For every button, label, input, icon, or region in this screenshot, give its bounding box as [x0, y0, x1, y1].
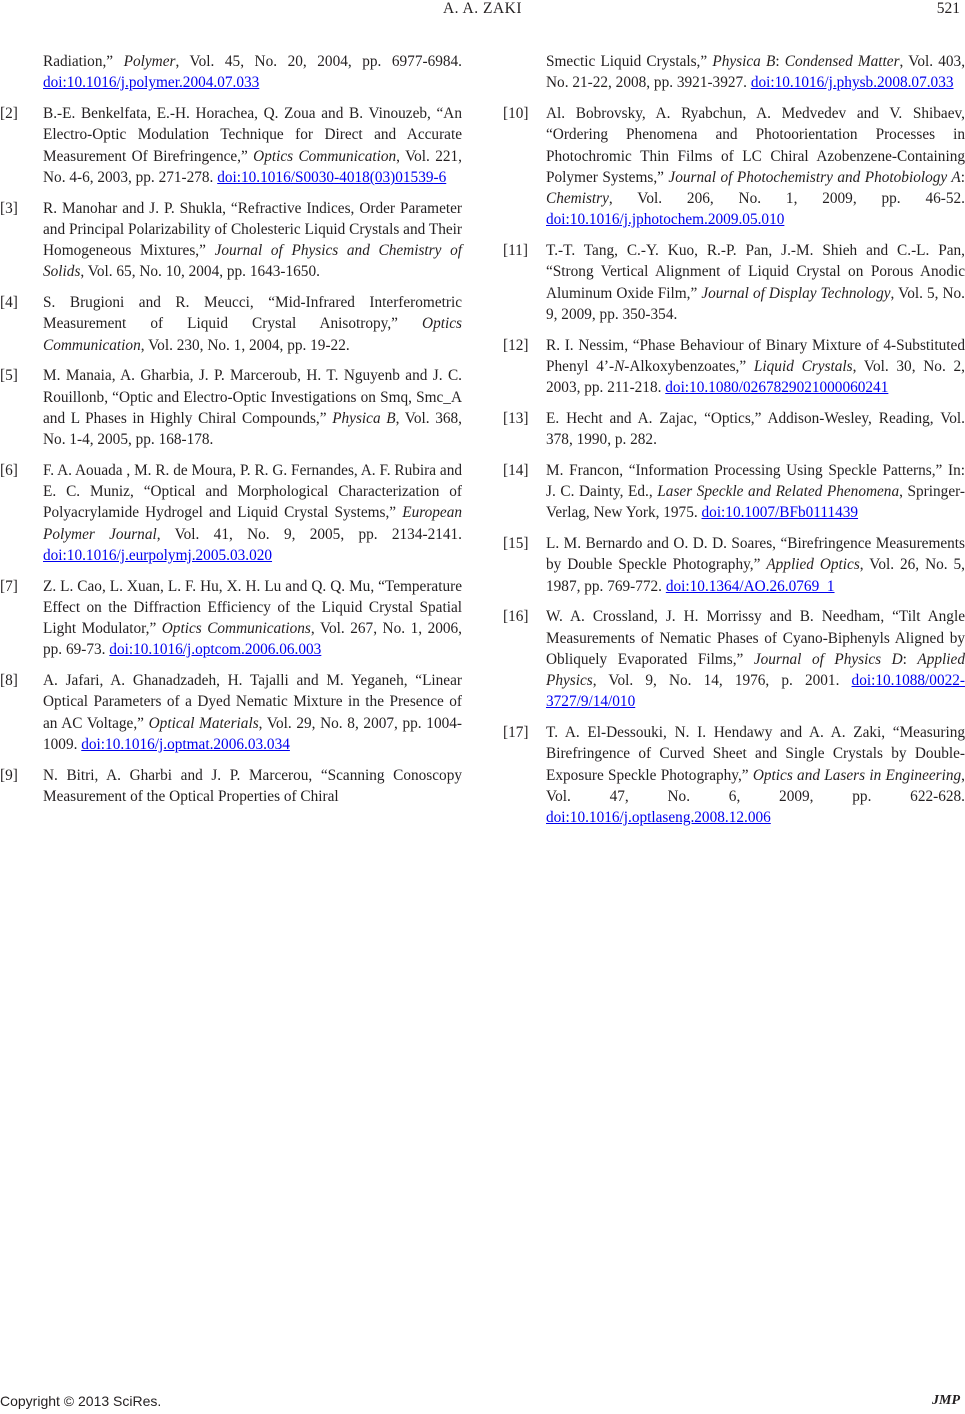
reference-italic-text: Applied Optics	[766, 556, 860, 574]
doi-link[interactable]: doi:10.1007/BFb0111439	[701, 504, 859, 522]
reference-entry	[0, 765, 462, 808]
doi-link[interactable]: doi:10.1088/0022-3727/9/14/010	[546, 672, 965, 711]
reference-number: [5]	[0, 367, 18, 385]
reference-text: , Vol. 403, No. 21-22, 2008, pp. 3921-3927.	[546, 53, 965, 92]
reference-text: W. A. Crossland, J. H. Morrissy and B. Needham, “Tilt Angle Measurements of Nematic Phases of Cyano-Biphenyls Aligned by Obliquely Evaporated Films,”	[546, 608, 965, 668]
reference-number: [9]	[0, 766, 18, 784]
reference-italic-text: Journal of Physics and Chemistry of Solids	[43, 242, 462, 281]
reference-entry	[0, 51, 462, 94]
page-number: 521	[936, 0, 960, 17]
reference-italic-text: Condensed Matter	[784, 53, 900, 70]
reference-number: [4]	[0, 294, 18, 311]
reference-text: Al. Bobrovsky, A. Ryabchun, A. Medvedev and V. Shibaev, “Ordering Phenomena and Photoorientation Processes in Photochromic Thin Films of LC Chiral Azobenzene-Containing Polymer Systems,”	[546, 105, 965, 186]
reference-entry	[0, 292, 462, 356]
reference-number: [8]	[0, 672, 18, 689]
reference-text: A. Jafari, A. Ghanadzadeh, H. Tajalli and M. Yeganeh, “Linear Optical Parameters of a Dyed Nematic Mixture in the Presence of an AC Voltage,”	[43, 672, 462, 732]
reference-text: , Vol. 47, No. 6, 2009, pp. 622-628.	[546, 766, 965, 805]
reference-entry	[503, 408, 965, 451]
doi-link[interactable]: doi:10.1016/j.optlaseng.2008.12.006	[546, 809, 771, 826]
doi-link[interactable]: doi:10.1364/AO.26.0769_1	[665, 577, 835, 595]
footer-journal-abbrev: JMP	[932, 1393, 960, 1408]
reference-italic-text: Liquid Crystals	[753, 357, 853, 375]
reference-text: Smectic Liquid Crystals,”	[546, 53, 713, 70]
reference-italic-text: European Polymer Journal	[43, 504, 462, 543]
reference-number: [2]	[0, 105, 18, 122]
reference-text: R. I. Nessim, “Phase Behaviour of Binary Mixture of 4-Substituted Phenyl 4’-	[546, 336, 965, 375]
reference-italic-text: N	[614, 357, 625, 375]
reference-number: [12]	[503, 336, 529, 354]
doi-link[interactable]: doi:10.1016/j.polymer.2004.07.033	[43, 74, 260, 92]
doi-link[interactable]: doi:10.1016/j.jphotochem.2009.05.010	[546, 211, 785, 229]
reference-entry	[503, 722, 965, 828]
reference-number: [14]	[503, 461, 529, 479]
reference-entry	[503, 460, 965, 524]
reference-text: , Vol. 26, No. 5, 1987, pp. 769-772.	[546, 556, 965, 595]
reference-text: , Vol. 9, No. 14, 1976, p. 2001.	[592, 672, 852, 689]
references-left-column	[0, 51, 462, 807]
running-title: A. A. ZAKI	[442, 0, 523, 17]
reference-number: [10]	[503, 105, 529, 122]
doi-link[interactable]: doi:10.1016/j.optcom.2006.06.003	[109, 641, 322, 659]
reference-entry	[503, 606, 965, 712]
reference-entry	[503, 51, 965, 94]
reference-entry	[0, 198, 462, 283]
reference-text: :	[775, 53, 785, 70]
reference-text: M. Manaia, A. Gharbia, J. P. Marceroub, H. T. Nguyenb and J. C. Rouillonb, “Optic and Electro-Optic Investigations on Smq, Smc_A and L Phases in Highly Chiral Compounds,”	[43, 367, 462, 427]
reference-italic-text: Polymer	[123, 53, 176, 70]
reference-entry	[0, 670, 462, 755]
doi-link[interactable]: doi:10.1016/j.eurpolymj.2005.03.020	[43, 546, 273, 564]
references-right-column	[503, 51, 965, 828]
reference-italic-text: Applied Physics	[546, 650, 965, 689]
reference-text: , Vol. 267, No. 1, 2006, pp. 69-73.	[43, 620, 462, 659]
reference-text: , Vol. 5, No. 9, 2009, pp. 350-354.	[546, 284, 965, 323]
reference-italic-text: Physica B	[712, 53, 776, 70]
reference-text: , Vol. 65, No. 10, 2004, pp. 1643-1650.	[80, 263, 320, 281]
reference-italic-text: Chemistry	[546, 190, 609, 207]
reference-text: :	[902, 650, 918, 668]
reference-text: R. Manohar and J. P. Shukla, “Refractive Indices, Order Parameter and Principal Polarizability of Cholesteric Liquid Crystals and Their Homogeneous Mixtures,”	[43, 199, 462, 259]
doi-link[interactable]: doi:10.1016/j.optmat.2006.03.034	[81, 735, 290, 753]
reference-text: Radiation,”	[43, 53, 124, 70]
doi-link[interactable]: doi:10.1080/0267829021000060241	[665, 379, 889, 396]
reference-italic-text: Optics Communication	[253, 147, 397, 165]
reference-italic-text: Journal of Display Technology	[701, 284, 891, 302]
reference-text: T.-T. Tang, C.-Y. Kuo, R.-P. Pan, J.-M. Shieh and C.-L. Pan, “Strong Vertical Alignment of Liquid Crystal on Porous Anodic Aluminum Oxide Film,”	[546, 242, 965, 302]
reference-text: , Vol. 45, No. 20, 2004, pp. 6977-6984.	[175, 53, 462, 70]
reference-text: T. A. El-Dessouki, N. I. Hendawy and A. A. Zaki, “Measuring Birefringence of Curved Sheet and Single Crystals by Double-Exposure Speckle Photography,”	[546, 724, 965, 784]
reference-number: [15]	[503, 535, 529, 552]
reference-entry	[503, 533, 965, 597]
reference-italic-text: Journal of Photochemistry and Photobiology A	[668, 168, 961, 186]
reference-text: Z. L. Cao, L. Xuan, L. F. Hu, X. H. Lu and Q. Q. Mu, “Temperature Effect on the Diffraction Efficiency of the Liquid Crystal Spatial Light Modulator,”	[43, 577, 462, 637]
reference-number: [17]	[503, 724, 529, 741]
reference-number: [7]	[0, 577, 18, 595]
reference-text: B.-E. Benkelfata, E.-H. Horachea, Q. Zoua and B. Vinouzeb, “An Electro-Optic Modulation Technique for Direct and Accurate Measurement Of Birefringence,”	[43, 105, 462, 165]
reference-text: S. Brugioni and R. Meucci, “Mid-Infrared Interferometric Measurement of Liquid Crystal Anisotropy,”	[43, 294, 462, 333]
reference-italic-text: Laser Speckle and Related Phenomena	[657, 483, 900, 500]
reference-italic-text: Optical Materials	[148, 714, 259, 732]
reference-italic-text: Optics and Lasers in Engineering	[752, 766, 962, 784]
reference-italic-text: Optics Communication	[43, 315, 462, 354]
reference-number: [3]	[0, 199, 18, 217]
reference-text: -Alkoxybenzoates,”	[624, 357, 754, 375]
reference-text: , Vol. 30, No. 2, 2003, pp. 211-218.	[546, 357, 965, 396]
reference-number: [11]	[503, 242, 528, 259]
reference-italic-text: Optics Communications	[161, 620, 311, 637]
reference-text: , Vol. 206, No. 1, 2009, pp. 46-52.	[608, 190, 965, 207]
doi-link[interactable]: doi:10.1016/S0030-4018(03)01539-6	[217, 168, 447, 186]
reference-text: L. M. Bernardo and O. D. D. Soares, “Birefringence Measurements by Double Speckle Photography,”	[546, 535, 965, 574]
reference-text: :	[960, 168, 965, 186]
reference-entry	[503, 240, 965, 325]
reference-entry	[0, 365, 462, 450]
reference-text: N. Bitri, A. Gharbi and J. P. Marcerou, “Scanning Conoscopy Measurement of the Optical Properties of Chiral	[43, 766, 462, 805]
reference-text: F. A. Aouada , M. R. de Moura, P. R. G. Fernandes, A. F. Rubira and E. C. Muniz, “Optical and Morphological Characterization of Polyacrylamide Hydrogel and Liquid Crystal Systems,”	[43, 461, 462, 522]
reference-entry	[0, 460, 462, 566]
reference-number: [16]	[503, 608, 529, 626]
reference-text: , Vol. 230, No. 1, 2004, pp. 19-22.	[140, 336, 350, 354]
reference-text: , Springer-Verlag, New York, 1975.	[546, 483, 965, 522]
reference-entry	[503, 103, 965, 231]
reference-text: , Vol. 368, No. 1-4, 2005, pp. 168-178.	[43, 409, 463, 448]
footer-copyright: Copyright © 2013 SciRes.	[0, 1393, 162, 1409]
reference-number: [6]	[0, 461, 18, 479]
reference-number: [13]	[503, 409, 529, 427]
reference-entry	[0, 576, 462, 661]
reference-text: , Vol. 221, No. 4-6, 2003, pp. 271-278.	[43, 147, 462, 186]
reference-italic-text: Physica B	[332, 409, 396, 427]
reference-entry	[0, 103, 462, 188]
doi-link[interactable]: doi:10.1016/j.physb.2008.07.033	[750, 74, 954, 92]
reference-text: M. Francon, “Information Processing Using Speckle Patterns,” In: J. C. Dainty, Ed.,	[546, 461, 965, 500]
reference-text: , Vol. 41, No. 9, 2005, pp. 2134-2141.	[156, 525, 462, 543]
reference-text: , Vol. 29, No. 8, 2007, pp. 1004-1009.	[43, 714, 462, 753]
reference-text: E. Hecht and A. Zajac, “Optics,” Addison-Wesley, Reading, Vol. 378, 1990, p. 282.	[546, 409, 965, 448]
reference-entry	[503, 335, 965, 399]
reference-italic-text: Journal of Physics D	[753, 650, 903, 668]
